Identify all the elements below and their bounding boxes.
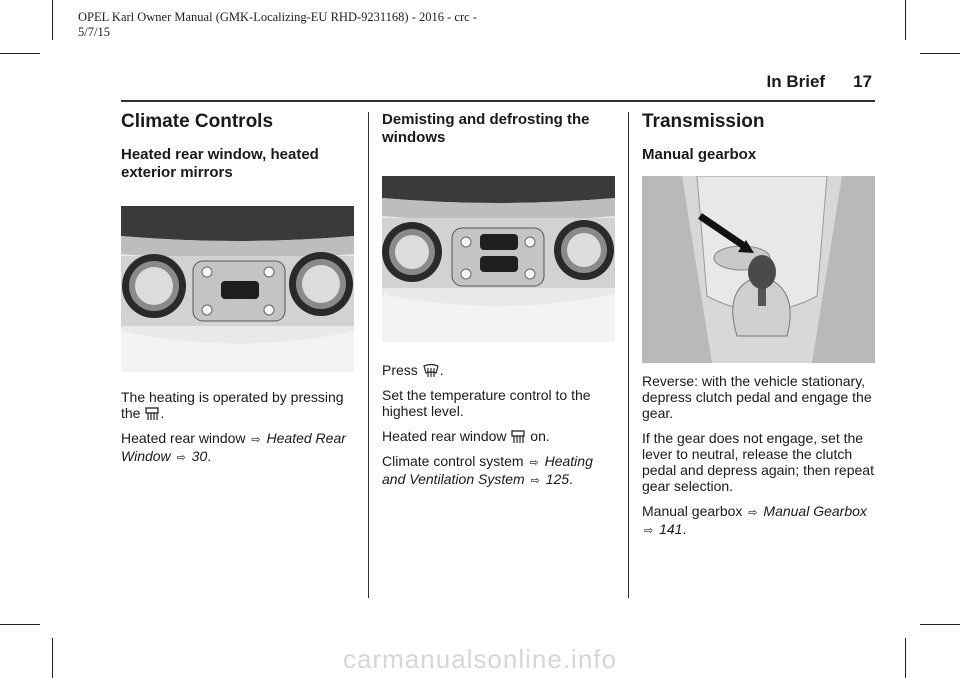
heated-rear-window-heading: Heated rear window, heated exterior mirrors [121, 146, 319, 181]
ref-label: Heated rear window [121, 430, 246, 446]
ref-page[interactable]: 141 [659, 521, 683, 537]
climate-controls-heading: Climate Controls [121, 111, 274, 132]
climate-system-ref [382, 453, 615, 489]
cross-ref-arrow-icon: ⇨ [748, 507, 758, 519]
ref-page[interactable]: 125 [545, 471, 570, 487]
period: . [439, 362, 444, 378]
column-divider [368, 112, 369, 598]
demisting-heading: Demisting and defrosting the windows [382, 111, 590, 146]
temperature-paragraph: Set the temperature control to the highest level. [382, 387, 591, 419]
cross-ref-arrow-icon: ⇨ [529, 457, 539, 469]
press-text: Press [382, 362, 418, 378]
cross-ref-arrow-icon: ⇨ [176, 452, 186, 464]
column-3-body [642, 373, 875, 548]
heating-text: The heating is operated by pressing [121, 389, 344, 405]
column-2-body [382, 362, 615, 498]
running-header [767, 72, 872, 92]
cross-ref-arrow-icon: ⇨ [644, 525, 654, 537]
rear-defrost-icon [145, 407, 159, 421]
cross-ref-arrow-icon: ⇨ [251, 434, 261, 446]
column-2 [382, 111, 615, 147]
crop-mark [920, 624, 960, 625]
ref-link-heating-ventilation[interactable]: Heating and Ventilation System [382, 453, 593, 487]
cross-ref-arrow-icon: ⇨ [530, 475, 540, 487]
header-rule [121, 100, 875, 102]
ref-label: Manual gearbox [642, 503, 743, 519]
period: . [207, 448, 212, 464]
crop-mark [0, 53, 40, 54]
heating-paragraph [121, 389, 354, 421]
crop-mark [52, 0, 53, 40]
ref-page[interactable]: 30 [191, 448, 208, 464]
rear-window-text: Heated rear window [382, 428, 507, 444]
meta-line-2: 5/7/15 [78, 25, 110, 39]
transmission-heading: Transmission [642, 111, 765, 132]
column-3 [642, 111, 875, 164]
period: . [682, 521, 687, 537]
reverse-paragraph: Reverse: with the vehicle stationary, depress clutch pedal and engage the gear. [642, 373, 872, 421]
windscreen-defrost-icon [423, 364, 439, 378]
ref-link-heated-rear-window[interactable]: Heated Rear Window [121, 430, 346, 464]
gear-lever-image [642, 176, 875, 363]
column-divider [628, 112, 629, 598]
ref-link-manual-gearbox[interactable]: Manual Gearbox [763, 503, 867, 519]
on-text: on. [530, 428, 550, 444]
climate-panel-defrost-image [382, 176, 615, 342]
ref-label: Climate control system [382, 453, 524, 469]
column-1 [121, 111, 354, 182]
page-number: 17 [853, 72, 872, 91]
manual-gearbox-ref [642, 503, 875, 539]
heating-text-2: the [121, 405, 141, 421]
climate-panel-image [121, 206, 354, 372]
crop-mark [920, 53, 960, 54]
press-paragraph [382, 362, 615, 378]
meta-line-1: OPEL Karl Owner Manual (GMK-Localizing-EU RHD-9231168) - 2016 - crc - [78, 10, 477, 24]
document-meta [78, 10, 477, 40]
crop-mark [0, 624, 40, 625]
crop-mark [905, 0, 906, 40]
rear-window-on-paragraph [382, 428, 615, 444]
column-1-body [121, 389, 354, 475]
gear-engage-paragraph: If the gear does not engage, set the lever to neutral, release the clutch pedal and depress again; then repeat gear selection. [642, 430, 874, 494]
manual-gearbox-heading: Manual gearbox [642, 146, 757, 163]
watermark: carmanualsonline.info [343, 644, 617, 674]
rear-defrost-icon [511, 430, 525, 444]
section-title: In Brief [766, 72, 826, 91]
period: . [569, 471, 573, 487]
heated-rear-window-ref [121, 430, 354, 466]
period: . [160, 405, 165, 421]
